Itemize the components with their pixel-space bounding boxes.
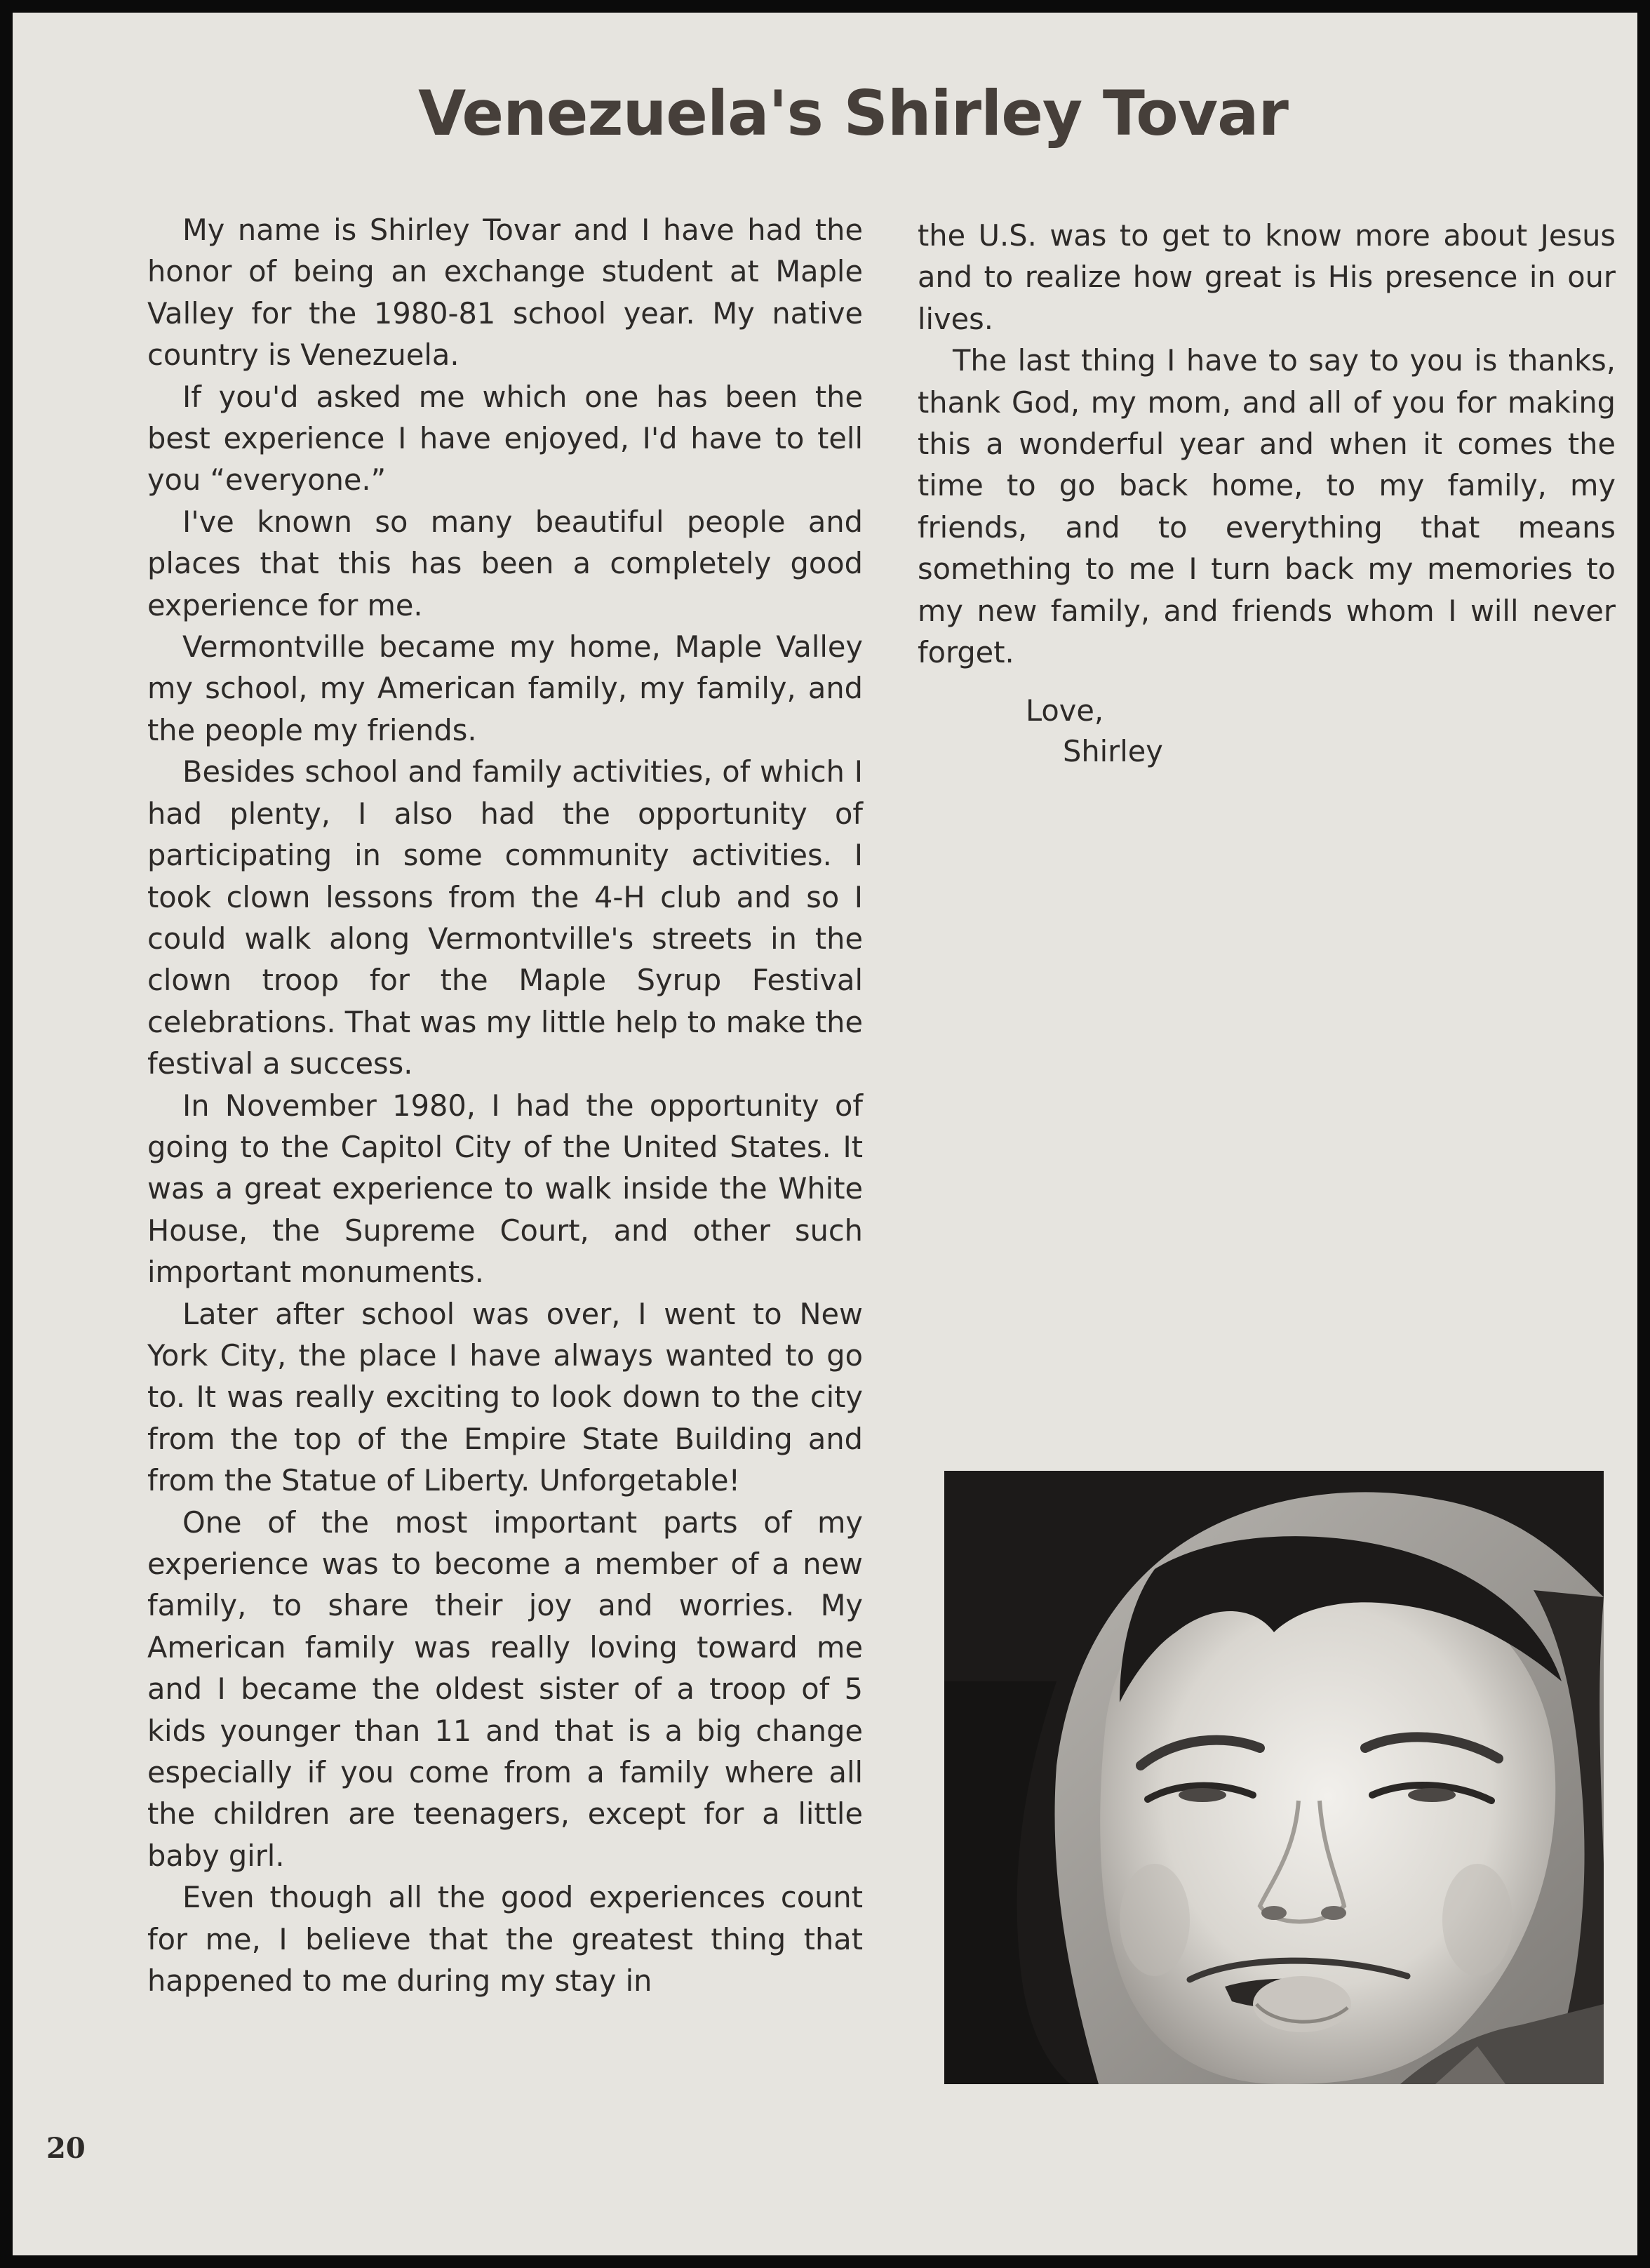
page-title: Venezuela's Shirley Tovar — [418, 77, 1288, 149]
paragraph: The last thing I have to say to you is thanks, thank God, my mom, and all of you for making this a wonderful year and when it comes the time to go back home, to my family, my friends, and to everything that means something to me I turn back my memories to my new family, and friends whom I will never forget. — [918, 343, 1616, 670]
letter-right-column — [918, 215, 1616, 673]
paragraph: If you'd asked me which one has been the best experience I have enjoyed, I'd have to tell you “everyone.” — [147, 379, 863, 498]
paragraph: Later after school was over, I went to New York City, the place I have always wanted to go to. It was really exciting to look down to the city from the top of the Empire State Building and from the Statue of Liberty. Unforgetable! — [147, 1296, 863, 1498]
paragraph: I've known so many beautiful people and places that this has been a completely good experience for me. — [147, 504, 863, 622]
paragraph: the U.S. was to get to know more about Jesus and to realize how great is His presence in our lives. — [918, 218, 1616, 336]
paragraph: In November 1980, I had the opportunity of going to the Capitol City of the United States. It was a great experience to walk inside the White House, the Supreme Court, and other such important monuments. — [147, 1088, 863, 1290]
paragraph: My name is Shirley Tovar and I have had the honor of being an exchange student at Maple Valley for the 1980-81 school year. My native country is Venezuela. — [147, 213, 863, 373]
page-number: 20 — [46, 2132, 86, 2165]
paragraph: One of the most important parts of my experience was to become a member of a new family, to share their joy and worries. My American family was really loving toward me and I became the oldest sister of a troop of 5 kids younger than 11 and that is a big change especially if you come from a family where all the children are teenagers, except for a little baby girl. — [147, 1505, 863, 1873]
paragraph: Besides school and family activities, of which I had plenty, I also had the opportunity of participating in some community activities. I took clown lessons from the 4-H club and so I could walk along Vermontville's streets in the clown troop for the Maple Syrup Festival celebrations. That was my little help to make the festival a success. — [147, 754, 863, 1081]
yearbook-page — [13, 13, 1637, 2255]
portrait-photo — [944, 1471, 1604, 2084]
letter-closing: Love, — [1026, 693, 1104, 728]
letter-left-column — [147, 209, 863, 2001]
paragraph: Even though all the good experiences count for me, I believe that the greatest thing that happened to me during my stay in — [147, 1880, 863, 1999]
letter-signature: Shirley — [1063, 734, 1163, 768]
paragraph: Vermontville became my home, Maple Valley my school, my American family, my family, and the people my friends. — [147, 629, 863, 747]
